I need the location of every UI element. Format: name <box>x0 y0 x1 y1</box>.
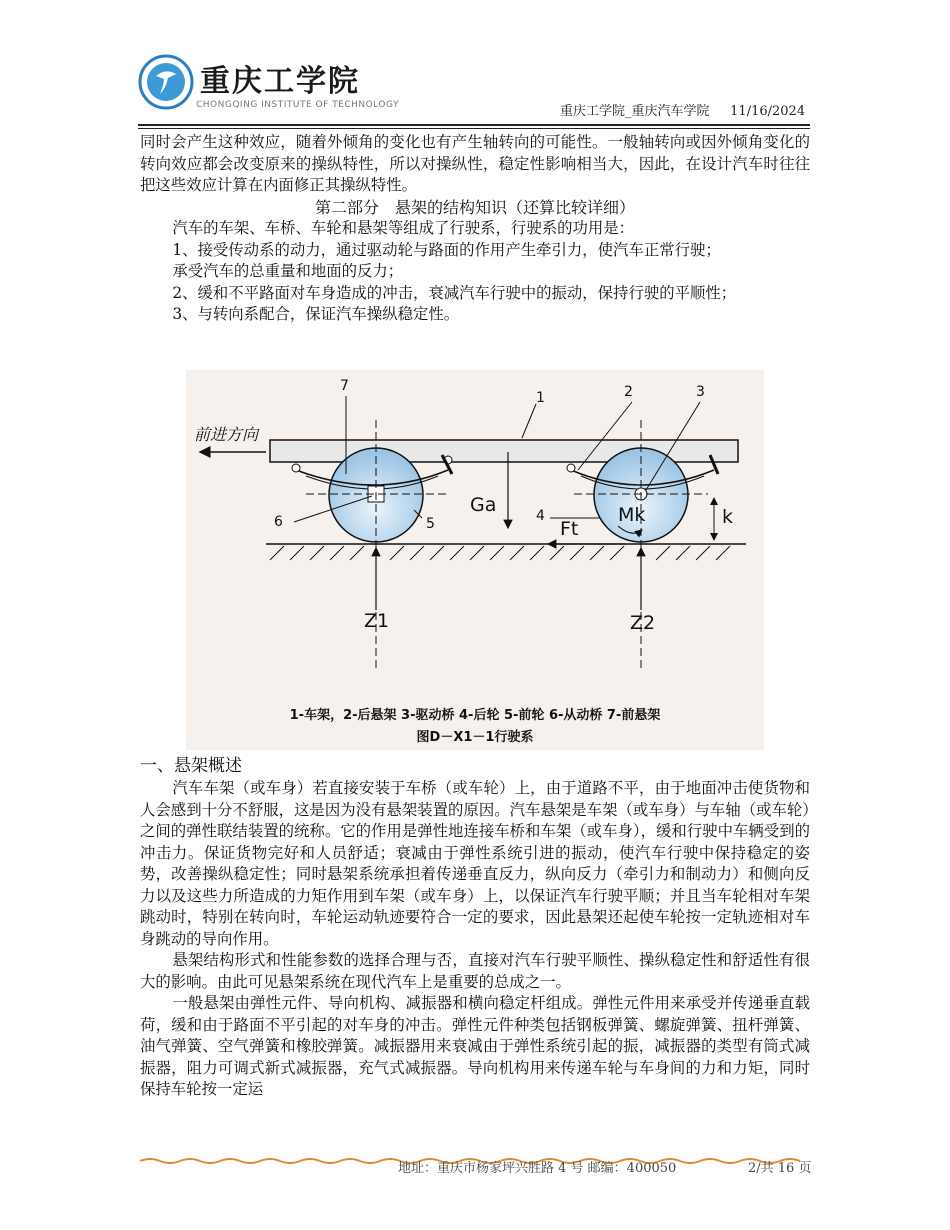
callout-6: 6 <box>274 514 283 530</box>
school-logo-icon <box>138 54 194 110</box>
running-system-figure <box>186 370 764 750</box>
header-info: 重庆工学院_重庆汽车学院 11/16/2024 <box>560 104 806 119</box>
z1-label: Z1 <box>364 610 390 632</box>
paragraph: 一般悬架由弹性元件、导向机构、减振器和横向稳定杆组成。弹性元件用来承受并传递垂直载荷，缓和由于路面不平引起的对车身的冲击。弹性元件种类包括钢板弹簧、螺旋弹簧、扭杆弹簧、油气弹簧、空气弹簧和橡胶弹簧。减振器用来衰减由于弹性系统引起的振，减振器的类型有筒式减振器，阻力可调式新式减振器，充气式减振器。导向机构用来传递车轮与车身间的力和力矩，同时保持车轮按一定运 <box>140 994 810 1098</box>
footer-address: 地址：重庆市杨家坪兴胜路 4 号 邮编：400050 <box>398 1161 677 1176</box>
figure-legend: 1-车架，2-后悬架 3-驱动桥 4-后轮 5-前轮 6-从动桥 7-前悬架 <box>289 708 661 723</box>
k-label: k <box>722 506 734 528</box>
intro-block <box>140 132 810 326</box>
callout-7: 7 <box>340 378 349 394</box>
school-name-title: 重庆工学院 <box>200 64 360 99</box>
paragraph: 汽车车架（或车身）若直接安装于车桥（或车轮）上，由于道路不平，由于地面冲击使货物和人会感到十分不舒服，这是因为没有悬架装置的原因。汽车悬架是车架（或车身）与车轴（或车轮）之间的弹性联结装置的统称。它的作用是弹性地连接车桥和车架（或车身），缓和行驶中车辆受到的冲击力。保证货物完好和人员舒适；衰减由于弹性系统引进的振动，使汽车行驶中保持稳定的姿势，改善操纵稳定性；同时悬架系统承担着传递垂直反力，纵向反力（牵引力和制动力）和侧向反力以及这些力所造成的力矩作用到车架（或车身）上，以保证汽车行驶平顺；并且当车轮相对车架跳动时，特别在转向时，车轮运动轨迹要符合一定的要求，因此悬架还起使车轮按一定轨迹相对车身跳动的导向作用。 <box>140 779 810 948</box>
page-number: 2/共 16 页 <box>748 1161 812 1176</box>
ft-label: Ft <box>560 518 579 540</box>
paragraph: 悬架结构形式和性能参数的选择合理与否，直接对汽车行驶平顺性、操纵稳定性和舒适性有很大的影响。由此可见悬架系统在现代汽车上是重要的总成之一。 <box>140 951 810 991</box>
mk-label: Mk <box>618 504 646 526</box>
list-item: 2、缓和不平路面对车身造成的冲击，衰减汽车行驶中的振动，保持行驶的平顺性； <box>172 283 737 302</box>
ga-label: Ga <box>470 494 497 516</box>
list-item: 3、与转向系配合，保证汽车操纵稳定性。 <box>172 305 460 323</box>
section-title: 第二部分 悬架的结构知识（还算比较详细） <box>314 197 635 217</box>
callout-1: 1 <box>536 390 545 406</box>
paragraph: 汽车的车架、车桥、车轮和悬架等组成了行驶系，行驶系的功用是： <box>172 219 635 237</box>
section-heading: 一、悬架概述 <box>140 756 242 776</box>
header-rule-thin <box>138 128 810 129</box>
paragraph: 同时会产生这种效应，随着外倾角的变化也有产生轴转向的可能性。一般轴转向或因外倾角变化的转向效应都会改变原来的操纵特性，所以对操纵性，稳定性影响相当大，因此，在设计汽车时往往把这些效应计算在内面修正其操纵特性。 <box>140 133 810 194</box>
figure-caption: 图D－X1－1行驶系 <box>416 730 534 745</box>
header-rule <box>138 124 810 126</box>
list-item: 1、接受传动系的动力，通过驱动轮与路面的作用产生牵引力，使汽车正常行驶； <box>172 240 721 259</box>
list-item: 承受汽车的总重量和地面的反力； <box>172 262 404 280</box>
overview-block <box>140 754 810 1101</box>
callout-2: 2 <box>624 384 633 400</box>
callout-3: 3 <box>696 384 705 400</box>
school-name-english: CHONGQING INSTITUTE OF TECHNOLOGY <box>196 100 400 110</box>
z2-label: Z2 <box>630 612 656 634</box>
direction-label: 前进方向 <box>194 425 259 444</box>
callout-5: 5 <box>426 516 435 532</box>
callout-4: 4 <box>536 508 545 524</box>
